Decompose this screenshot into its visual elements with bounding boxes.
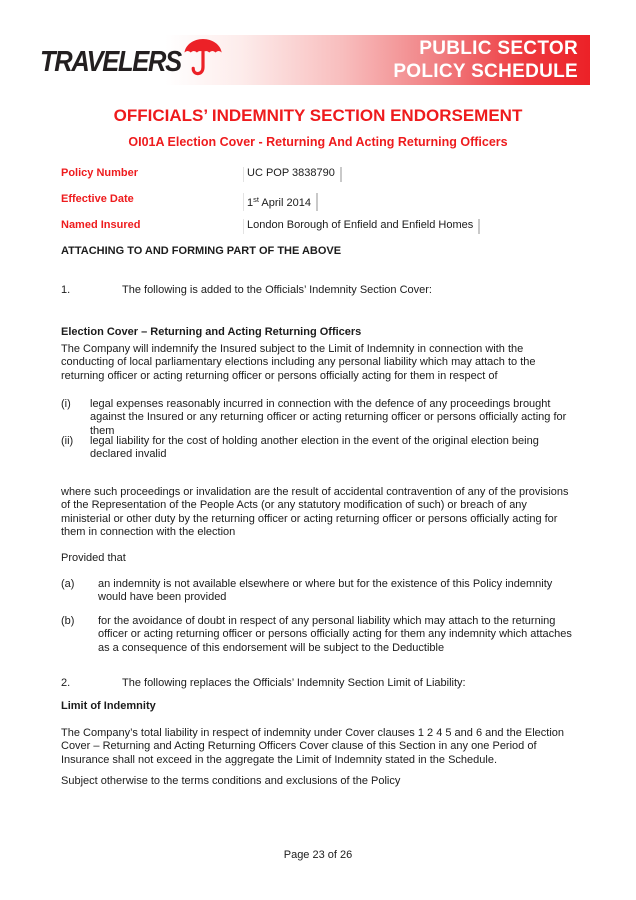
travelers-logo-text: TRAVELERS (40, 46, 181, 78)
banner-line-1: PUBLIC SECTOR (419, 38, 578, 59)
limit-of-indemnity-heading: Limit of Indemnity (61, 700, 156, 712)
policy-fields (61, 167, 578, 245)
paragraph-where: where such proceedings or invalidation are the result of accidental contravention of any of the provisions of the Representation of the People Acts (or any statutory modification of such) or breach of any ministerial or other duty by the returning officer or acting returning officer or persons officially acting for them in connection with the election (61, 486, 569, 539)
list-item-ii (61, 435, 578, 462)
field-row-named-insured (61, 219, 578, 245)
policy-number-label: Policy Number (61, 167, 139, 179)
page-subtitle: OI01A Election Cover - Returning And Acting Returning Officers (128, 135, 508, 149)
named-insured-label: Named Insured (61, 219, 141, 231)
field-row-policy-number (61, 167, 578, 193)
named-insured-value: London Borough of Enfield and Enfield Homes (243, 219, 480, 234)
umbrella-icon (182, 36, 224, 82)
list-item-b-text: for the avoidance of doubt in respect of any personal liability which may attach to the returning officer or acting returning officer or persons officially acting for them any indemnity which attaches as a consequence of this endorsement will be subject to the Deductible (98, 615, 572, 654)
list-item-a-number: (a) (61, 578, 75, 590)
list-item-i (61, 398, 578, 438)
document-header (0, 35, 636, 92)
page-number: Page 23 of 26 (283, 849, 353, 861)
paragraph-subject-otherwise: Subject otherwise to the terms conditions and exclusions of the Policy (61, 775, 401, 787)
policy-number-value: UC POP 3838790 (243, 167, 342, 182)
effective-date-label: Effective Date (61, 193, 134, 205)
election-cover-heading: Election Cover – Returning and Acting Returning Officers (61, 326, 362, 338)
list-item-ii-text: legal liability for the cost of holding another election in the event of the original election being declared invalid (90, 435, 539, 461)
list-item-i-text: legal expenses reasonably incurred in connection with the defence of any proceedings brought against the Insured or any returning officer or acting returning officer or persons officially acting for them (90, 398, 567, 437)
list-item-a (61, 578, 578, 605)
page-title: OFFICIALS’ INDEMNITY SECTION ENDORSEMENT (113, 106, 523, 125)
item-1-text: The following is added to the Officials’ Indemnity Section Cover: (122, 284, 432, 296)
paragraph-provided-that: Provided that (61, 552, 126, 564)
list-item-b (61, 615, 578, 655)
item-2-number: 2. (61, 677, 71, 689)
effective-date-rest: April 2014 (258, 197, 311, 209)
page-footer (0, 849, 636, 862)
field-row-effective-date (61, 193, 578, 219)
item-2-text: The following replaces the Officials’ Indemnity Section Limit of Liability: (122, 677, 466, 689)
attaching-heading: ATTACHING TO AND FORMING PART OF THE ABOVE (61, 245, 342, 257)
list-item-ii-number: (ii) (61, 435, 74, 447)
banner-line-2: POLICY SCHEDULE (393, 60, 578, 82)
list-item-a-text: an indemnity is not available elsewhere or where but for the existence of this Policy indemnity would have been provided (98, 578, 553, 604)
list-item-b-number: (b) (61, 615, 75, 627)
numbered-item-1 (61, 284, 578, 297)
effective-date-ordinal: st (253, 195, 259, 204)
numbered-item-2 (61, 677, 578, 690)
item-1-number: 1. (61, 284, 71, 296)
paragraph-total-liability: The Company’s total liability in respect of indemnity under Cover clauses 1 2 4 5 and 6 and the Election Cover – Returning and Acting Returning Officers Cover clause of this Section in any one Period of Insurance shall not exceed in the aggregate the Limit of Indemnity stated in the Schedule. (61, 727, 565, 766)
effective-date-value (243, 193, 318, 211)
list-item-i-number: (i) (61, 398, 71, 410)
paragraph-indemnify: The Company will indemnify the Insured subject to the Limit of Indemnity in connection with the conducting of local parliamentary elections including any personal liability which may attach to the returning officer or acting returning officer or persons officially acting for them in respect of (61, 343, 536, 382)
effective-date-day: 1 (247, 197, 254, 209)
travelers-logo (40, 35, 240, 92)
